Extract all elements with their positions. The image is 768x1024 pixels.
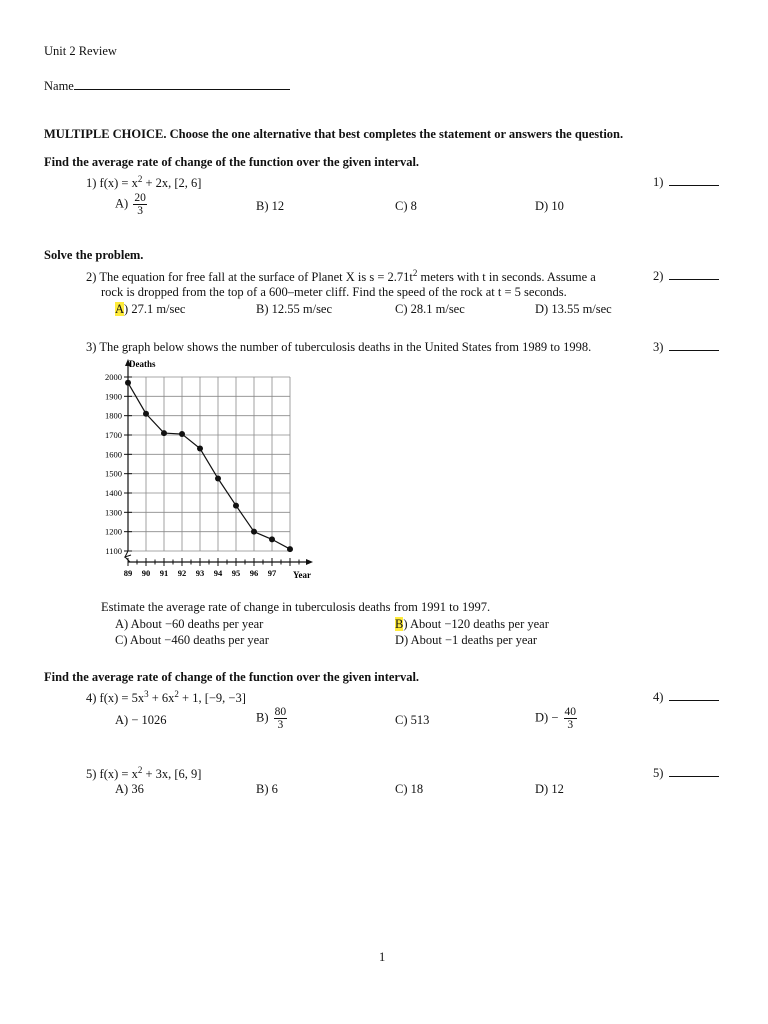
highlighted-answer: A [115, 302, 125, 316]
x-tick-label: 89 [123, 568, 133, 578]
q3-option-b: B) About −120 deaths per year [395, 617, 549, 631]
answer-blank-2: 2) [653, 269, 719, 284]
y-tick-label: 1800 [105, 410, 122, 421]
x-tick-label: 91 [159, 568, 169, 578]
name-label: Name [44, 79, 74, 93]
series-line [128, 383, 290, 549]
section-heading-2: Solve the problem. [44, 248, 144, 262]
x-tick-label: 93 [195, 568, 205, 578]
answer-blank-5: 5) [653, 766, 719, 781]
y-tick-label: 1400 [105, 488, 122, 498]
q3-option-d: D) About −1 deaths per year [395, 633, 538, 647]
data-point [269, 536, 275, 542]
fraction: $\frac{40}{3}$ [564, 706, 576, 731]
y-tick-label: 1700 [105, 430, 122, 440]
question-2-line2: rock is dropped from the top of a 600–meter cliff. Find the speed of the rock at t = 5 seconds. [101, 285, 567, 299]
q5-option-d: D) 12 [535, 782, 564, 796]
x-tick-label: 90 [141, 568, 151, 578]
q5-option-b: B) 6 [256, 782, 278, 796]
x-tick-label: 94 [213, 568, 223, 578]
q1-option-a: A) $\frac{20}{3}$ [115, 192, 146, 217]
data-point [161, 430, 167, 436]
q4-option-b: B) $\frac{80}{3}$ [256, 706, 287, 731]
answer-blank-4: 4) [653, 690, 719, 705]
q1-option-d: D) 10 [535, 199, 564, 213]
question-1: 1) $f(x) = x^2 + 2x$, [2, 6] [86, 174, 202, 191]
q2-option-b: B) 12.55 m/sec [256, 302, 333, 316]
fraction: $\frac{80}{3}$ [274, 706, 287, 731]
q2-option-a: A) 27.1 m/sec [115, 302, 186, 316]
data-point [215, 476, 221, 482]
x-tick-label: 97 [267, 568, 277, 578]
q3-question: Estimate the average rate of change in tuberculosis deaths from 1991 to 1997. [101, 600, 491, 614]
highlighted-answer: B [395, 617, 404, 631]
data-point [251, 529, 257, 535]
q2-option-c: C) 28.1 m/sec [395, 302, 465, 316]
q5-option-a: A) 36 [115, 782, 144, 796]
tuberculosis-chart [90, 354, 330, 586]
q2-option-d: D) 13.55 m/sec [535, 302, 612, 316]
q4-option-a: A) − 1026 [115, 713, 167, 727]
x-tick-label: 96 [249, 568, 259, 578]
data-point [125, 380, 131, 386]
data-point [233, 503, 239, 509]
q1-option-b: B) 12 [256, 199, 285, 213]
name-field [44, 78, 290, 94]
y-tick-label: 1100 [105, 546, 122, 556]
y-tick-label: 1900 [105, 391, 122, 402]
q4-option-d: D) − $\frac{40}{3}$ [535, 706, 576, 731]
x-axis-label: Year [293, 570, 311, 580]
page-title: Unit 2 Review [44, 44, 117, 58]
answer-blank-3: 3) [653, 340, 719, 355]
fraction: $\frac{20}{3}$ [134, 192, 146, 217]
question-3: 3) The graph below shows the number of tuberculosis deaths in the United States from 1989 to 1998. [86, 340, 592, 354]
question-4: 4) $f(x) = 5x^3 + 6x^2 + 1$, [−9, −3] [86, 689, 246, 706]
q4-option-c: C) 513 [395, 713, 430, 727]
data-point [179, 431, 185, 437]
page-number: 1 [379, 950, 386, 964]
name-blank [74, 78, 290, 90]
answer-blank-1: 1) [653, 175, 719, 190]
y-tick-label: 1600 [105, 449, 122, 460]
y-tick-label: 1200 [105, 526, 122, 537]
section-heading-3: Find the average rate of change of the function over the given interval. [44, 670, 420, 684]
instructions: MULTIPLE CHOICE. Choose the one alternative that best completes the statement or answers the question. [44, 127, 624, 141]
y-tick-label: 2000 [105, 372, 122, 382]
data-point [287, 546, 293, 552]
q1-option-c: C) 8 [395, 199, 417, 213]
y-axis-label: Deaths [129, 359, 156, 369]
x-axis-arrow [306, 559, 313, 565]
section-heading-1: Find the average rate of change of the function over the given interval. [44, 155, 420, 169]
q5-option-c: C) 18 [395, 782, 424, 796]
q3-option-a: A) About −60 deaths per year [115, 617, 264, 631]
q3-option-c: C) About −460 deaths per year [115, 633, 269, 647]
y-tick-label: 1300 [105, 507, 122, 518]
data-point [197, 446, 203, 452]
x-tick-label: 92 [177, 568, 187, 578]
question-5: 5) $f(x) = x^2 + 3x$, [6, 9] [86, 765, 202, 782]
y-tick-label: 1500 [105, 468, 122, 479]
question-2-line1: 2) The equation for free fall at the surface of Planet X is $s = 2.71t^2$ meters with t in seconds. Assume a [86, 268, 596, 285]
data-point [143, 411, 149, 417]
x-tick-label: 95 [231, 568, 241, 578]
